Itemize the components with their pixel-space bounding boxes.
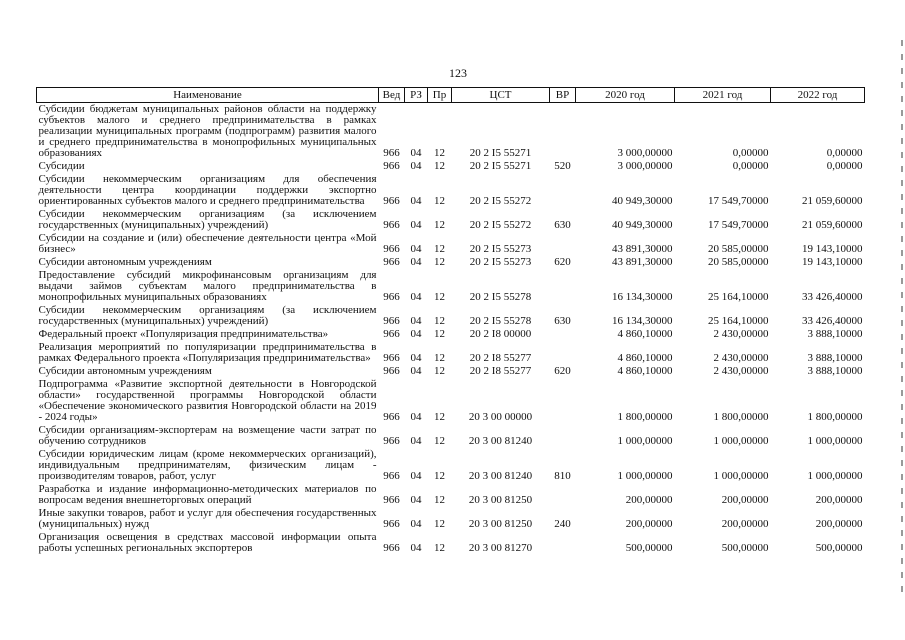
header-vr: ВР [550, 88, 576, 103]
cell-y2022: 1 800,00000 [807, 411, 863, 423]
cell-name: Субсидии некоммерческим организациям (за исключением государственных (муниципальных) учреждений) [38, 304, 377, 327]
table-row [37, 269, 865, 304]
cell-y2021: 500,00000 [721, 542, 769, 554]
table-row [37, 328, 865, 341]
cell-ved: 966 [383, 365, 400, 377]
cell-y2020: 16 134,30000 [612, 291, 673, 303]
table-row [37, 160, 865, 173]
cell-rz: 04 [410, 291, 422, 303]
cell-name: Субсидии бюджетам муниципальных районов области на поддержку субъектов малого и среднего предпринимательства в рамках реализации муниципальных программ (подпрограмм) развития малого и среднего предпринимательства в монопрофильных муниципальных образованиях [38, 103, 377, 159]
cell-pr: 12 [434, 470, 445, 482]
cell-y2021: 1 000,00000 [713, 470, 769, 482]
table-row [37, 173, 865, 208]
cell-y2022: 3 888,10000 [807, 365, 863, 377]
table-row [37, 341, 865, 365]
cell-rz: 04 [410, 470, 422, 482]
cell-ved: 966 [383, 542, 400, 554]
cell-pr: 12 [434, 518, 445, 530]
cell-name: Субсидии автономным учреждениям [38, 365, 212, 377]
cell-name: Организация освещения в средствах массовой информации опыта работы успешных региональных экспортеров [38, 531, 377, 554]
cell-name: Подпрограмма «Развитие экспортной деятельности в Новгородской области» государственной программы Новгородской области «Обеспечение экономического развития Новгородской области на 2019 - 2024 годы» [38, 378, 377, 423]
cell-ved: 966 [383, 435, 400, 447]
cell-ved: 966 [383, 352, 400, 364]
scan-edge-mark [901, 40, 903, 600]
cell-y2020: 4 860,10000 [617, 365, 673, 377]
cell-ved: 966 [383, 195, 400, 207]
cell-rz: 04 [410, 243, 422, 255]
cell-vr [550, 232, 576, 256]
cell-cst: 20 2 I5 55272 [469, 219, 532, 231]
cell-ved: 966 [383, 411, 400, 423]
cell-y2020: 43 891,30000 [612, 256, 673, 268]
cell-name: Субсидии автономным учреждениям [38, 256, 212, 268]
cell-pr: 12 [434, 291, 445, 303]
cell-rz: 04 [410, 352, 422, 364]
cell-pr: 12 [434, 494, 445, 506]
cell-cst: 20 3 00 81250 [468, 518, 533, 530]
cell-vr: 630 [554, 219, 571, 231]
cell-y2021: 2 430,00000 [713, 365, 769, 377]
header-name: Наименование [37, 88, 379, 103]
cell-cst: 20 2 I5 55278 [469, 315, 532, 327]
table-row [37, 208, 865, 232]
header-ved: Вед [379, 88, 405, 103]
cell-ved: 966 [383, 518, 400, 530]
cell-cst: 20 2 I5 55271 [469, 147, 532, 159]
table-row [37, 531, 865, 555]
page-number: 123 [449, 66, 467, 80]
cell-cst: 20 3 00 81250 [468, 494, 533, 506]
header-2020: 2020 год [576, 88, 675, 103]
cell-pr: 12 [434, 352, 445, 364]
header-rz: РЗ [405, 88, 428, 103]
cell-y2021: 25 164,10000 [708, 291, 769, 303]
cell-cst: 20 2 I8 55277 [469, 352, 532, 364]
cell-y2022: 19 143,10000 [802, 256, 863, 268]
cell-y2022: 0,00000 [826, 147, 863, 159]
cell-rz: 04 [410, 494, 422, 506]
cell-cst: 20 2 I8 00000 [469, 328, 532, 340]
cell-y2022: 500,00000 [815, 542, 863, 554]
cell-y2020: 4 860,10000 [617, 328, 673, 340]
cell-ved: 966 [383, 470, 400, 482]
cell-y2020: 200,00000 [625, 518, 673, 530]
cell-y2022: 3 888,10000 [807, 352, 863, 364]
cell-vr: 630 [554, 315, 571, 327]
cell-y2022: 0,00000 [826, 160, 863, 172]
cell-y2021: 200,00000 [721, 494, 769, 506]
cell-vr [550, 483, 576, 507]
cell-y2021: 17 549,70000 [708, 219, 769, 231]
cell-y2022: 21 059,60000 [802, 219, 863, 231]
cell-y2022: 1 000,00000 [807, 435, 863, 447]
cell-pr: 12 [434, 315, 445, 327]
cell-cst: 20 2 I5 55271 [469, 160, 532, 172]
cell-cst: 20 3 00 81240 [468, 470, 533, 482]
cell-rz: 04 [410, 365, 422, 377]
cell-pr: 12 [434, 160, 445, 172]
header-2021: 2021 год [675, 88, 771, 103]
cell-y2022: 3 888,10000 [807, 328, 863, 340]
cell-name: Субсидии некоммерческим организациям (за исключением государственных (муниципальных) учреждений) [38, 208, 377, 231]
cell-ved: 966 [383, 494, 400, 506]
header-pr: Пр [428, 88, 452, 103]
cell-vr [550, 328, 576, 341]
table-row [37, 365, 865, 378]
cell-rz: 04 [410, 328, 422, 340]
cell-y2022: 19 143,10000 [802, 243, 863, 255]
table-row [37, 483, 865, 507]
cell-vr: 520 [554, 160, 571, 172]
cell-vr: 810 [554, 470, 571, 482]
cell-y2022: 21 059,60000 [802, 195, 863, 207]
cell-cst: 20 3 00 00000 [468, 411, 533, 423]
cell-pr: 12 [434, 147, 445, 159]
table-header [37, 88, 865, 103]
cell-name: Иные закупки товаров, работ и услуг для обеспечения государственных (муниципальных) нужд [38, 507, 377, 530]
cell-name: Федеральный проект «Популяризация предпринимательства» [38, 328, 329, 340]
cell-ved: 966 [383, 315, 400, 327]
cell-rz: 04 [410, 315, 422, 327]
cell-y2021: 20 585,00000 [708, 243, 769, 255]
cell-y2021: 2 430,00000 [713, 352, 769, 364]
cell-rz: 04 [410, 219, 422, 231]
cell-cst: 20 3 00 81240 [468, 435, 533, 447]
cell-name: Разработка и издание информационно-методических материалов по вопросам ведения внешнеторговых операций [38, 483, 377, 506]
cell-pr: 12 [434, 243, 445, 255]
cell-cst: 20 3 00 81270 [468, 542, 533, 554]
cell-ved: 966 [383, 219, 400, 231]
cell-y2020: 16 134,30000 [612, 315, 673, 327]
table-body [37, 103, 865, 556]
cell-pr: 12 [434, 365, 445, 377]
cell-y2021: 1 800,00000 [713, 411, 769, 423]
budget-table [36, 87, 865, 555]
cell-ved: 966 [383, 243, 400, 255]
cell-rz: 04 [410, 147, 422, 159]
cell-y2020: 40 949,30000 [612, 195, 673, 207]
cell-pr: 12 [434, 542, 445, 554]
cell-vr: 620 [554, 256, 571, 268]
cell-rz: 04 [410, 435, 422, 447]
cell-y2020: 1 000,00000 [617, 470, 673, 482]
cell-rz: 04 [410, 160, 422, 172]
cell-pr: 12 [434, 195, 445, 207]
cell-y2021: 0,00000 [732, 160, 769, 172]
cell-y2022: 200,00000 [815, 494, 863, 506]
cell-vr [550, 424, 576, 448]
cell-y2021: 200,00000 [721, 518, 769, 530]
cell-rz: 04 [410, 518, 422, 530]
cell-pr: 12 [434, 219, 445, 231]
table-row [37, 256, 865, 269]
cell-ved: 966 [383, 291, 400, 303]
table-row [37, 507, 865, 531]
cell-y2020: 43 891,30000 [612, 243, 673, 255]
cell-pr: 12 [434, 435, 445, 447]
cell-y2021: 2 430,00000 [713, 328, 769, 340]
cell-y2020: 3 000,00000 [617, 147, 673, 159]
cell-y2020: 200,00000 [625, 494, 673, 506]
cell-vr [550, 269, 576, 304]
cell-vr [550, 341, 576, 365]
cell-rz: 04 [410, 256, 422, 268]
cell-pr: 12 [434, 328, 445, 340]
cell-cst: 20 2 I8 55277 [469, 365, 532, 377]
cell-cst: 20 2 I5 55278 [469, 291, 532, 303]
cell-rz: 04 [410, 411, 422, 423]
table-row [37, 304, 865, 328]
cell-name: Предоставление субсидий микрофинансовым организациям для выдачи займов субъектам малого предпринимательства в монопрофильных муниципальных образованиях [38, 269, 377, 303]
cell-ved: 966 [383, 147, 400, 159]
cell-pr: 12 [434, 256, 445, 268]
cell-pr: 12 [434, 411, 445, 423]
table-row [37, 232, 865, 256]
cell-name: Субсидии организациям-экспортерам на возмещение части затрат по обучению сотрудников [38, 424, 377, 447]
cell-name: Реализация мероприятий по популяризации предпринимательства в рамках Федерального проекта «Популяризация предпринимательства» [38, 341, 377, 364]
cell-vr: 240 [554, 518, 571, 530]
header-cst: ЦСТ [452, 88, 550, 103]
cell-cst: 20 2 I5 55273 [469, 256, 532, 268]
cell-ved: 966 [383, 256, 400, 268]
table-row [37, 424, 865, 448]
cell-y2020: 1 800,00000 [617, 411, 673, 423]
cell-rz: 04 [410, 542, 422, 554]
cell-name: Субсидии юридическим лицам (кроме некоммерческих организаций), индивидуальным предпринимателям, физическим лицам - производителям товаров, работ, услуг [38, 448, 377, 482]
cell-y2020: 40 949,30000 [612, 219, 673, 231]
cell-ved: 966 [383, 328, 400, 340]
table-row [37, 378, 865, 424]
header-2022: 2022 год [771, 88, 865, 103]
cell-vr [550, 173, 576, 208]
cell-y2022: 200,00000 [815, 518, 863, 530]
cell-y2021: 17 549,70000 [708, 195, 769, 207]
cell-name: Субсидии некоммерческим организациям для обеспечения деятельности центра координации поддержки экспортно ориентированных субъектов малого и среднего предпринимательства [38, 173, 377, 207]
cell-vr [550, 378, 576, 424]
cell-vr [550, 531, 576, 555]
cell-y2021: 25 164,10000 [708, 315, 769, 327]
cell-y2022: 33 426,40000 [802, 315, 863, 327]
cell-y2020: 1 000,00000 [617, 435, 673, 447]
cell-cst: 20 2 I5 55273 [469, 243, 532, 255]
cell-y2022: 33 426,40000 [802, 291, 863, 303]
cell-y2021: 1 000,00000 [713, 435, 769, 447]
cell-cst: 20 2 I5 55272 [469, 195, 532, 207]
cell-name: Субсидии [38, 160, 85, 172]
table-row [37, 448, 865, 483]
cell-y2021: 0,00000 [732, 147, 769, 159]
cell-y2021: 20 585,00000 [708, 256, 769, 268]
cell-y2022: 1 000,00000 [807, 470, 863, 482]
cell-name: Субсидии на создание и (или) обеспечение деятельности центра «Мой бизнес» [38, 232, 377, 255]
cell-y2020: 500,00000 [625, 542, 673, 554]
cell-y2020: 4 860,10000 [617, 352, 673, 364]
cell-vr: 620 [554, 365, 571, 377]
cell-y2020: 3 000,00000 [617, 160, 673, 172]
cell-vr [550, 103, 576, 161]
table-row [37, 103, 865, 161]
cell-ved: 966 [383, 160, 400, 172]
cell-rz: 04 [410, 195, 422, 207]
